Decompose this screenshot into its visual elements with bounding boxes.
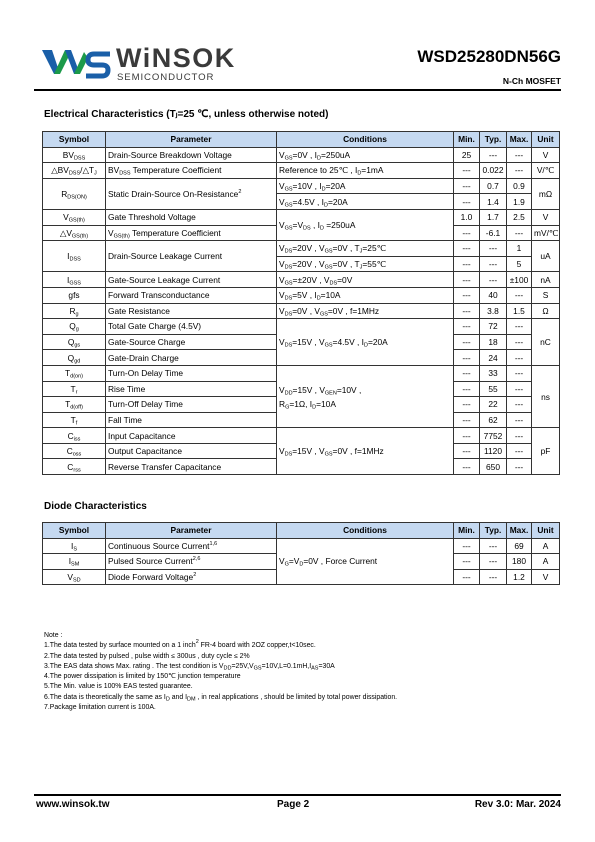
note-item: 4.The power dissipation is limited by 150℃ junction temperature [44, 673, 241, 681]
cell-unit: pF [532, 428, 560, 475]
notes-list [44, 641, 397, 713]
cell-typ: 18 [480, 334, 507, 350]
cell-symbol: $T_{d(on)}$ [43, 365, 106, 381]
cell-symbol: $V_{GS(th)}$ [43, 209, 106, 225]
cell-symbol: $\triangle V_{GS(th)}$ [43, 225, 106, 241]
cell-typ: --- [480, 147, 507, 163]
cell-parameter: Total Gate Charge (4.5V) [106, 319, 277, 335]
brand-name: WiNSOK [116, 43, 236, 73]
cell-conditions: $V_{GS}=10V$ , $I_D=20A$ [277, 178, 454, 194]
cell-symbol: $Q_{gs}$ [43, 334, 106, 350]
cell-unit: nC [532, 319, 560, 366]
column-header-symbol: Symbol [43, 132, 106, 148]
cell-unit: uA [532, 241, 560, 272]
cell-typ: 650 [480, 459, 507, 475]
cell-parameter: $V_{GS(th)}$ Temperature Coefficient [106, 225, 277, 241]
cell-symbol: $C_{iss}$ [43, 428, 106, 444]
cell-conditions: $V_{GS}=V_{DS}$ , $I_D =250uA$ [277, 209, 454, 240]
cell-parameter: Fall Time [106, 412, 277, 428]
cell-typ: --- [480, 241, 507, 257]
diode-title: Diode Characteristics [44, 501, 147, 512]
cell-min: 1.0 [454, 209, 480, 225]
cell-min: --- [454, 381, 480, 397]
cell-max: --- [507, 319, 532, 335]
cell-max: 69 [507, 538, 532, 554]
cell-parameter: Input Capacitance [106, 428, 277, 444]
cell-parameter: Gate Resistance [106, 303, 277, 319]
column-header-typ: Typ. [480, 523, 507, 539]
cell-parameter: $BV_{DSS}$ Temperature Coefficient [106, 163, 277, 179]
cell-typ: 33 [480, 365, 507, 381]
cell-max: 1.5 [507, 303, 532, 319]
cell-max: --- [507, 412, 532, 428]
cell-max: --- [507, 287, 532, 303]
cell-max: ±100 [507, 272, 532, 288]
cell-typ: 62 [480, 412, 507, 428]
column-header-unit: Unit [532, 132, 560, 148]
cell-unit: S [532, 287, 560, 303]
cell-typ: 7752 [480, 428, 507, 444]
cell-symbol: $I_{GSS}$ [43, 272, 106, 288]
cell-max: --- [507, 163, 532, 179]
cell-parameter: Output Capacitance [106, 443, 277, 459]
cell-min: --- [454, 350, 480, 366]
cell-min: --- [454, 397, 480, 413]
cell-parameter: Diode Forward Voltage$^2$ [106, 569, 277, 585]
cell-parameter: Forward Transconductance [106, 287, 277, 303]
cell-parameter: Drain-Source Breakdown Voltage [106, 147, 277, 163]
part-number: WSD25280DN56G [417, 47, 561, 66]
note-item: 2.The data tested by pulsed , pulse width ≤ 300us , duty cycle ≤ 2% [44, 652, 250, 660]
column-header-parameter: Parameter [106, 523, 277, 539]
cell-min: --- [454, 412, 480, 428]
cell-unit: V [532, 569, 560, 585]
cell-max: --- [507, 428, 532, 444]
cell-typ: 1.7 [480, 209, 507, 225]
cell-conditions: $V_{GS}=4.5V$ , $I_D=20A$ [277, 194, 454, 210]
cell-symbol: $C_{oss}$ [43, 443, 106, 459]
cell-min: --- [454, 225, 480, 241]
cell-typ: 24 [480, 350, 507, 366]
cell-max: --- [507, 350, 532, 366]
cell-parameter: Gate-Source Leakage Current [106, 272, 277, 288]
cell-min: --- [454, 428, 480, 444]
cell-parameter: Turn-On Delay Time [106, 365, 277, 381]
cell-typ: 22 [480, 397, 507, 413]
column-header-symbol: Symbol [43, 523, 106, 539]
cell-parameter: Gate-Drain Charge [106, 350, 277, 366]
cell-min: --- [454, 459, 480, 475]
cell-parameter: Turn-Off Delay Time [106, 397, 277, 413]
cell-min: --- [454, 443, 480, 459]
cell-min: --- [454, 287, 480, 303]
cell-symbol: $Q_{gd}$ [43, 350, 106, 366]
column-header-max: Max. [507, 523, 532, 539]
cell-parameter: Pulsed Source Current$^{2,6}$ [106, 554, 277, 570]
cell-typ: --- [480, 538, 507, 554]
cell-symbol: $V_{SD}$ [43, 569, 106, 585]
cell-unit: V/℃ [532, 163, 560, 179]
cell-typ: --- [480, 554, 507, 570]
footer-website[interactable]: www.winsok.tw [36, 799, 110, 810]
cell-min: --- [454, 194, 480, 210]
cell-symbol: $T_f$ [43, 412, 106, 428]
column-header-unit: Unit [532, 523, 560, 539]
table-row [43, 303, 560, 319]
cell-conditions: $V_{DS}=15V$ , $V_{GS}=4.5V$ , $I_D=20A$ [277, 319, 454, 366]
cell-symbol: $BV_{DSS}$ [43, 147, 106, 163]
cell-unit: V [532, 147, 560, 163]
footer-revision: Rev 3.0: Mar. 2024 [474, 799, 561, 810]
cell-symbol: $R_{DS(ON)}$ [43, 178, 106, 209]
cell-parameter: Drain-Source Leakage Current [106, 241, 277, 272]
cell-max: 2.5 [507, 209, 532, 225]
cell-symbol: $T_{d(off)}$ [43, 397, 106, 413]
table-header-row [43, 523, 560, 539]
column-header-conditions: Conditions [277, 523, 454, 539]
cell-symbol: $T_r$ [43, 381, 106, 397]
cell-conditions: Reference to 25℃ , $I_D=1mA$ [277, 163, 454, 179]
cell-unit: A [532, 538, 560, 554]
cell-symbol: $R_g$ [43, 303, 106, 319]
cell-min: --- [454, 272, 480, 288]
column-header-conditions: Conditions [277, 132, 454, 148]
cell-conditions: $V_{GS}=\pm 20V$ , $V_{DS}=0V$ [277, 272, 454, 288]
note-item: 6.The data is theoretically the same as $I_D$ and $I_{DM}$ , in real applications , should be limited by total power dissipation. [44, 693, 398, 703]
column-header-min: Min. [454, 132, 480, 148]
cell-parameter: Reverse Transfer Capacitance [106, 459, 277, 475]
cell-conditions: $V_{DS}=5V$ , $I_D=10A$ [277, 287, 454, 303]
cell-symbol: $I_{DSS}$ [43, 241, 106, 272]
cell-typ: -6.1 [480, 225, 507, 241]
column-header-max: Max. [507, 132, 532, 148]
cell-max: --- [507, 459, 532, 475]
cell-min: --- [454, 569, 480, 585]
cell-unit: mΩ [532, 178, 560, 209]
brand-subtitle: SEMICONDUCTOR [117, 72, 215, 83]
cell-unit: mV/℃ [532, 225, 560, 241]
cell-min: --- [454, 241, 480, 257]
cell-min: --- [454, 319, 480, 335]
table-row [43, 209, 560, 225]
cell-conditions: $V_{DS}=20V$ , $V_{GS}=0V$ , $T_J=25℃$ [277, 241, 454, 257]
cell-parameter: Gate Threshold Voltage [106, 209, 277, 225]
notes-title: Note : [44, 632, 63, 639]
table-row [43, 365, 560, 381]
cell-max: --- [507, 443, 532, 459]
cell-max: 5 [507, 256, 532, 272]
cell-typ: 0.7 [480, 178, 507, 194]
table-row [43, 428, 560, 444]
cell-typ: 72 [480, 319, 507, 335]
note-item: 1.The data tested by surface mounted on a 1 inch$^2$ FR-4 board with 2OZ copper,t<10sec. [44, 639, 316, 650]
cell-typ: --- [480, 256, 507, 272]
cell-max: --- [507, 225, 532, 241]
cell-unit: V [532, 209, 560, 225]
table-row [43, 319, 560, 335]
cell-min: --- [454, 334, 480, 350]
table-row [43, 147, 560, 163]
cell-symbol: $Q_g$ [43, 319, 106, 335]
cell-symbol: gfs [43, 287, 106, 303]
table-row [43, 287, 560, 303]
cell-unit: A [532, 554, 560, 570]
cell-max: --- [507, 147, 532, 163]
cell-typ: 40 [480, 287, 507, 303]
cell-max: --- [507, 381, 532, 397]
column-header-typ: Typ. [480, 132, 507, 148]
cell-conditions: $V_G=V_D=0V$ , Force Current [277, 538, 454, 585]
cell-max: 0.9 [507, 178, 532, 194]
cell-conditions: $V_{GS}=0V$ , $I_D=250uA$ [277, 147, 454, 163]
column-header-parameter: Parameter [106, 132, 277, 148]
cell-min: --- [454, 178, 480, 194]
cell-min: --- [454, 303, 480, 319]
notes [44, 631, 397, 713]
cell-max: --- [507, 365, 532, 381]
cell-symbol: $\triangle BV_{DSS}/\triangle T_J$ [43, 163, 106, 179]
note-item: 3.The EAS data shows Max. rating . The test condition is $V_{DD}=25V,V_{GS}=10V,L=0.1mH,I_{AS}=30A$ [44, 662, 335, 672]
cell-min: --- [454, 256, 480, 272]
note-item: 5.The Min. value is 100% EAS tested guarantee. [44, 683, 193, 691]
note-item: 7.Package limitation current is 100A. [44, 704, 156, 712]
cell-conditions: $V_{DS}=15V$ , $V_{GS}=0V$ , f=1MHz [277, 428, 454, 475]
device-type: N-Ch MOSFET [502, 76, 561, 86]
cell-typ: 3.8 [480, 303, 507, 319]
cell-typ: 1.4 [480, 194, 507, 210]
cell-parameter: Rise Time [106, 381, 277, 397]
cell-unit: ns [532, 365, 560, 427]
cell-typ: --- [480, 569, 507, 585]
cell-parameter: Gate-Source Charge [106, 334, 277, 350]
cell-typ: --- [480, 272, 507, 288]
footer-rule [34, 794, 561, 796]
column-header-min: Min. [454, 523, 480, 539]
cell-min: --- [454, 538, 480, 554]
cell-typ: 0.022 [480, 163, 507, 179]
cell-typ: 55 [480, 381, 507, 397]
table-row [43, 163, 560, 179]
cell-max: 1 [507, 241, 532, 257]
cell-max: 1.2 [507, 569, 532, 585]
table-row [43, 272, 560, 288]
table-row [43, 178, 560, 194]
cell-symbol: $I_{SM}$ [43, 554, 106, 570]
cell-unit: nA [532, 272, 560, 288]
cell-conditions: $V_{DD}=15V$ , $V_{GEN}=10V$ , $R_G=1\Omega$, $I_D=10A$ [277, 365, 454, 427]
footer-page-number: Page 2 [277, 799, 310, 810]
cell-unit: Ω [532, 303, 560, 319]
cell-max: 1.9 [507, 194, 532, 210]
cell-typ: 1120 [480, 443, 507, 459]
electrical-title: Electrical Characteristics (Tⱼ=25 ℃, unless otherwise noted) [44, 109, 329, 120]
electrical-characteristics-table [42, 131, 560, 475]
cell-min: --- [454, 365, 480, 381]
cell-symbol: $C_{rss}$ [43, 459, 106, 475]
cell-parameter: Static Drain-Source On-Resistance$^2$ [106, 178, 277, 209]
cell-min: --- [454, 554, 480, 570]
cell-conditions: $V_{DS}=20V$ , $V_{GS}=0V$ , $T_J=55℃$ [277, 256, 454, 272]
cell-parameter: Continuous Source Current$^{1,6}$ [106, 538, 277, 554]
header-rule [34, 89, 561, 91]
cell-symbol: $I_S$ [43, 538, 106, 554]
cell-max: 180 [507, 554, 532, 570]
table-row [43, 241, 560, 257]
table-row [43, 538, 560, 554]
cell-max: --- [507, 334, 532, 350]
cell-min: --- [454, 163, 480, 179]
cell-max: --- [507, 397, 532, 413]
diode-characteristics-table [42, 522, 560, 585]
table-header-row [43, 132, 560, 148]
cell-min: 25 [454, 147, 480, 163]
cell-conditions: $V_{DS}=0V$ , $V_{GS}=0V$ , f=1MHz [277, 303, 454, 319]
